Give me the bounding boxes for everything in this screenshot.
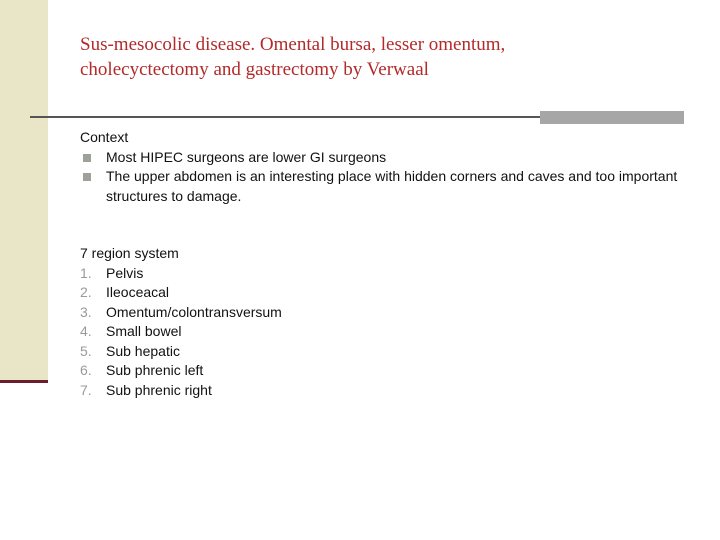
item-label: Pelvis (106, 264, 144, 281)
regions-heading: 7 region system (80, 245, 179, 261)
list-item (80, 264, 690, 284)
list-item (80, 303, 690, 323)
context-heading: Context (80, 129, 129, 145)
item-label: Small bowel (106, 323, 182, 339)
item-number: 4. (80, 323, 92, 339)
item-label: Ileoceacal (106, 284, 170, 300)
square-bullet-icon (83, 154, 91, 162)
item-number: 2. (80, 284, 92, 300)
left-accent-rule (0, 380, 48, 383)
item-number: 1. (80, 264, 92, 281)
slide-title-line-2: cholecyctectomy and gastrectomy by Verwaal (80, 59, 429, 80)
slide-body (80, 128, 690, 400)
divider-accent-bar (540, 111, 684, 124)
item-number: 3. (80, 303, 92, 320)
section-spacer (80, 206, 690, 244)
item-number: 5. (80, 342, 92, 359)
item-number: 7. (80, 381, 92, 398)
slide-title (80, 32, 700, 82)
item-label: Sub phrenic left (106, 362, 204, 378)
item-label: Sub hepatic (106, 342, 180, 359)
list-item (80, 283, 690, 303)
item-label: Sub phrenic right (106, 381, 212, 398)
left-decorative-band (0, 0, 48, 383)
list-item (80, 322, 690, 342)
item-number: 6. (80, 362, 92, 378)
region-list (80, 264, 690, 401)
list-item (80, 342, 690, 362)
bullet-text: Most HIPEC surgeons are lower GI surgeons (106, 148, 387, 165)
bullet-text: The upper abdomen is an interesting place with hidden corners and caves and too important structures to damage. (106, 168, 678, 204)
item-label: Omentum/colontransversum (106, 303, 282, 320)
square-bullet-icon (83, 173, 91, 181)
list-item (80, 148, 690, 168)
list-item (80, 167, 690, 206)
context-bullet-list (80, 148, 690, 207)
list-item (80, 361, 690, 381)
slide-title-line-1: Sus-mesocolic disease. Omental bursa, lesser omentum, (80, 34, 506, 55)
list-item (80, 381, 690, 401)
